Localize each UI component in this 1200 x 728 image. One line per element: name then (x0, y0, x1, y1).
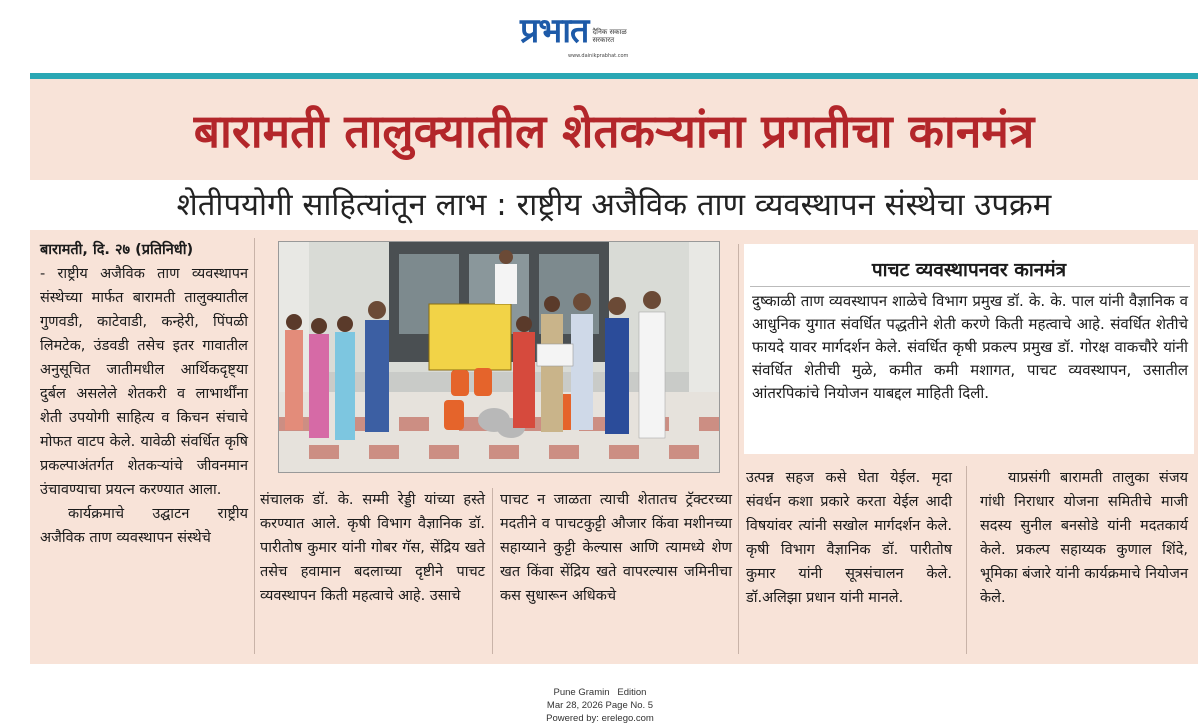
article-column-2 (260, 488, 485, 608)
subheadline: शेतीपयोगी साहित्यांतून लाभ : राष्ट्रीय अजैविक ताण व्यवस्थापन संस्थेचा उपक्रम (176, 187, 1052, 223)
article-text: याप्रसंगी बारामती तालुका संजय गांधी निराधार योजना समितीचे माजी सदस्य सुनील बनसोडे यांनी मदतकार्य केले. प्रकल्प सहाय्यक कुणाल शिंदे, भूमिका बंजारे यांनी कार्यक्रमाचे नियोजन केले. (980, 470, 1188, 606)
sidebar-box-rule (750, 286, 1190, 287)
newspaper-logo (520, 12, 632, 50)
page-footer (0, 686, 1200, 725)
article-column-4 (746, 466, 952, 610)
column-divider (254, 238, 255, 654)
article-column-3 (500, 488, 732, 608)
article-text: पाचट न जाळता त्याची शेतातच ट्रॅक्टरच्या मदतीने व पाचटकुट्टी औजार किंवा मशीनच्या सहाय्याने कुट्टी केल्यास आणि त्यामध्ये शेण खत किंवा सेंद्रिय खते वापरल्यास जमिनीचा कस सुधारून अधिकचे (500, 492, 732, 604)
event-photo (278, 241, 720, 473)
headline: बारामती तालुक्यातील शेतकऱ्यांना प्रगतीचा कानमंत्र (193, 104, 1035, 158)
date-page-label: Mar 28, 2026 Page No. 5 (546, 700, 654, 711)
logo-wordmark: प्रभात (520, 11, 589, 51)
event-photo-illustration (279, 242, 719, 472)
powered-by-label: Powered by: erelego.com (546, 713, 654, 724)
sidebar-box-body: दुष्काळी ताण व्यवस्थापन शाळेचे विभाग प्रमुख डॉ. के. के. पाल यांनी वैज्ञानिक व आधुनिक युगात संवर्धित पद्धतीने शेती करणे किती महत्वाचे आहे. संवर्धित शेतीचे फायदे यावर मार्गदर्शन केले. संवर्धित कृषी प्रकल्प प्रमुख डॉ. गोरक्ष वाकचौरे यांनी संवर्धित शेतीची मुळे, कमीत कमी मशागत, पाचट व्यवस्थापन, उसातील आंतरपिकांचे नियोजन याबद्दल माहिती दिली. (752, 292, 1188, 402)
article-text: संचालक डॉ. के. सम्मी रेड्डी यांच्या हस्ते करण्यात आले. कृषी विभाग वैज्ञानिक डॉ. पारीतोष कुमार यांनी गोबर गॅस, सेंद्रिय खते तसेच हवामान बदलाच्या दृष्टीने पाचट व्यवस्थापन किती महत्वाचे आहे. उसाचे (260, 492, 485, 604)
article-paragraph-2: कार्यक्रमाचे उद्घाटन राष्ट्रीय अजैविक ताण व्यवस्थापन संस्थेचे (40, 506, 248, 546)
article-lead: - राष्ट्रीय अजैविक ताण व्यवस्थापन संस्थेच्या मार्फत बारामती तालुक्यातील गुणवडी, काटेवाडी, कन्हेरी, पिंपळी लिमटेक, उंडवडी तसेच इतर गावातील अनुसूचित जातीमधील आर्थिकदृष्ट्या दुर्बल असलेले शेतकरी व लाभार्थींना शेती उपयोगी साहित्य व किचन संचाचे मोफत वाटप केले. यावेळी संवर्धित कृषि प्रकल्पाअंतर्गत शेतकऱ्यांचे जीवनमान उंचावण्याचा प्रयत्न करण्यात आला. (40, 266, 248, 498)
column-divider (738, 244, 739, 654)
article-column-1 (40, 238, 248, 550)
sidebar-box-title: पाचट व्यवस्थापनवर कानमंत्र (871, 259, 1067, 281)
column-divider (492, 488, 493, 654)
article-column-5 (980, 466, 1188, 610)
column-divider (966, 466, 967, 654)
logo-tagline: दैनिक सकाळ सरकारत (592, 28, 627, 44)
article-text: उत्पन्न सहज कसे घेता येईल. मृदा संवर्धन कशा प्रकारे करता येईल आदी विषयांवर त्यांनी सखोल मार्गदर्शन केले. कृषी विभाग वैज्ञानिक डॉ. पारीतोष कुमार यांनी सूत्रसंचालन केले. डॉ.अलिझा प्रधान यांनी मानले. (746, 470, 952, 606)
dateline: बारामती, दि. २७ (प्रतिनिधी) (40, 242, 194, 258)
edition-label: Pune Gramin Edition (553, 687, 647, 698)
logo-url: www.dainikprabhat.com (568, 53, 629, 59)
masthead (0, 0, 1200, 72)
